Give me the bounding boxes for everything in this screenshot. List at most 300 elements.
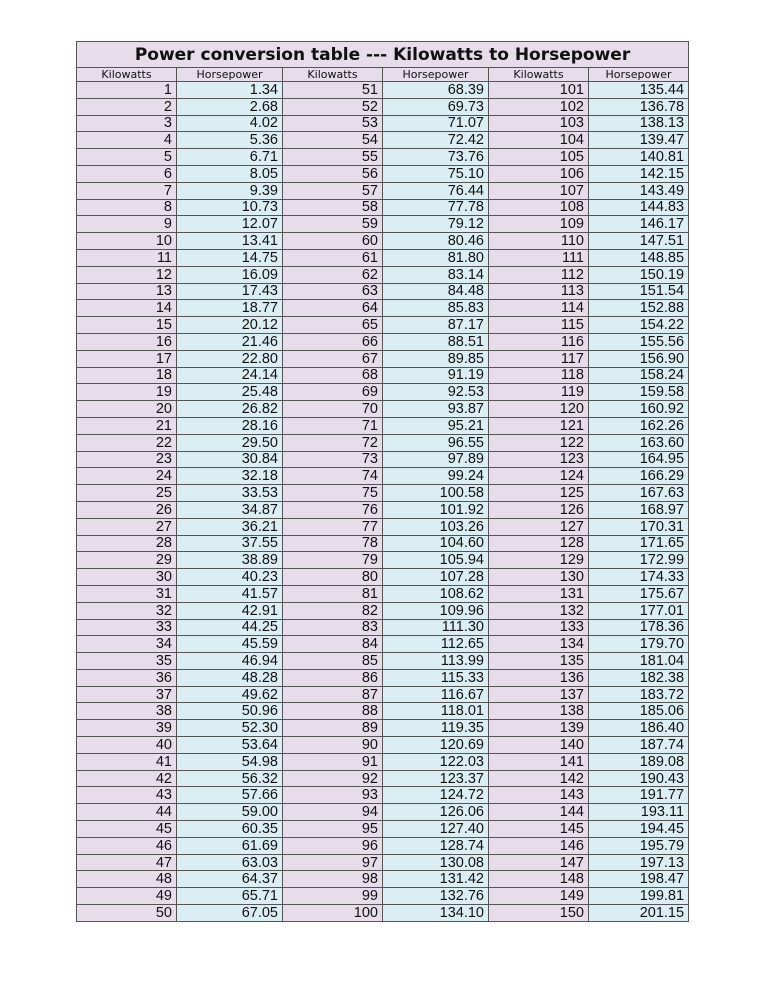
kilowatts-cell: 103	[489, 115, 589, 132]
table-row	[77, 686, 689, 703]
table-row	[77, 753, 689, 770]
horsepower-cell: 159.58	[589, 384, 689, 401]
kilowatts-cell: 62	[283, 266, 383, 283]
horsepower-cell: 105.94	[383, 552, 489, 569]
horsepower-cell: 103.26	[383, 518, 489, 535]
kilowatts-cell: 106	[489, 165, 589, 182]
table-title: Power conversion table --- Kilowatts to Horsepower	[77, 42, 689, 68]
kilowatts-cell: 69	[283, 384, 383, 401]
table-row	[77, 619, 689, 636]
kilowatts-cell: 30	[77, 569, 177, 586]
horsepower-cell: 135.44	[589, 82, 689, 99]
kilowatts-cell: 73	[283, 451, 383, 468]
horsepower-cell: 42.91	[177, 602, 283, 619]
kilowatts-cell: 144	[489, 804, 589, 821]
kilowatts-cell: 93	[283, 787, 383, 804]
kilowatts-cell: 3	[77, 115, 177, 132]
kilowatts-cell: 135	[489, 653, 589, 670]
kilowatts-cell: 123	[489, 451, 589, 468]
horsepower-cell: 88.51	[383, 333, 489, 350]
kilowatts-cell: 5	[77, 149, 177, 166]
horsepower-cell: 197.13	[589, 854, 689, 871]
kilowatts-cell: 81	[283, 585, 383, 602]
horsepower-cell: 107.28	[383, 569, 489, 586]
table-row	[77, 384, 689, 401]
kilowatts-cell: 34	[77, 636, 177, 653]
kilowatts-cell: 49	[77, 888, 177, 905]
kilowatts-cell: 68	[283, 367, 383, 384]
kilowatts-cell: 10	[77, 233, 177, 250]
kilowatts-cell: 15	[77, 317, 177, 334]
horsepower-cell: 186.40	[589, 720, 689, 737]
horsepower-cell: 97.89	[383, 451, 489, 468]
kilowatts-cell: 122	[489, 434, 589, 451]
horsepower-cell: 99.24	[383, 468, 489, 485]
kilowatts-cell: 119	[489, 384, 589, 401]
kilowatts-cell: 1	[77, 82, 177, 99]
table-row	[77, 653, 689, 670]
horsepower-cell: 142.15	[589, 165, 689, 182]
horsepower-cell: 144.83	[589, 199, 689, 216]
kilowatts-cell: 47	[77, 854, 177, 871]
horsepower-cell: 178.36	[589, 619, 689, 636]
kilowatts-cell: 54	[283, 132, 383, 149]
kilowatts-cell: 99	[283, 888, 383, 905]
kilowatts-cell: 27	[77, 518, 177, 535]
table-row	[77, 804, 689, 821]
kilowatts-cell: 70	[283, 401, 383, 418]
horsepower-cell: 93.87	[383, 401, 489, 418]
table-row	[77, 602, 689, 619]
horsepower-cell: 34.87	[177, 501, 283, 518]
horsepower-cell: 131.42	[383, 871, 489, 888]
horsepower-cell: 181.04	[589, 653, 689, 670]
kilowatts-cell: 116	[489, 333, 589, 350]
horsepower-cell: 119.35	[383, 720, 489, 737]
kilowatts-cell: 46	[77, 837, 177, 854]
horsepower-cell: 155.56	[589, 333, 689, 350]
table-row	[77, 737, 689, 754]
kilowatts-cell: 150	[489, 905, 589, 922]
kilowatts-cell: 88	[283, 703, 383, 720]
kilowatts-cell: 9	[77, 216, 177, 233]
horsepower-cell: 45.59	[177, 636, 283, 653]
kilowatts-cell: 96	[283, 837, 383, 854]
kilowatts-cell: 63	[283, 283, 383, 300]
horsepower-cell: 162.26	[589, 417, 689, 434]
kilowatts-cell: 127	[489, 518, 589, 535]
kilowatts-cell: 40	[77, 737, 177, 754]
kilowatts-cell: 61	[283, 249, 383, 266]
kilowatts-cell: 136	[489, 669, 589, 686]
kilowatts-cell: 77	[283, 518, 383, 535]
kilowatts-cell: 142	[489, 770, 589, 787]
column-header-horsepower: Horsepower	[589, 68, 689, 82]
kilowatts-cell: 143	[489, 787, 589, 804]
kilowatts-cell: 117	[489, 350, 589, 367]
horsepower-cell: 156.90	[589, 350, 689, 367]
horsepower-cell: 150.19	[589, 266, 689, 283]
kilowatts-cell: 129	[489, 552, 589, 569]
table-row	[77, 703, 689, 720]
horsepower-cell: 36.21	[177, 518, 283, 535]
kilowatts-cell: 97	[283, 854, 383, 871]
table-row	[77, 569, 689, 586]
horsepower-cell: 140.81	[589, 149, 689, 166]
kilowatts-cell: 57	[283, 182, 383, 199]
horsepower-cell: 126.06	[383, 804, 489, 821]
table-row	[77, 837, 689, 854]
table-row	[77, 854, 689, 871]
horsepower-cell: 113.99	[383, 653, 489, 670]
kilowatts-cell: 115	[489, 317, 589, 334]
horsepower-cell: 80.46	[383, 233, 489, 250]
horsepower-cell: 101.92	[383, 501, 489, 518]
horsepower-cell: 38.89	[177, 552, 283, 569]
kilowatts-cell: 89	[283, 720, 383, 737]
horsepower-cell: 26.82	[177, 401, 283, 418]
kilowatts-cell: 107	[489, 182, 589, 199]
horsepower-cell: 187.74	[589, 737, 689, 754]
horsepower-cell: 198.47	[589, 871, 689, 888]
horsepower-cell: 24.14	[177, 367, 283, 384]
kilowatts-cell: 92	[283, 770, 383, 787]
table-row	[77, 82, 689, 99]
horsepower-cell: 138.13	[589, 115, 689, 132]
kilowatts-cell: 60	[283, 233, 383, 250]
kilowatts-cell: 66	[283, 333, 383, 350]
kilowatts-cell: 83	[283, 619, 383, 636]
kilowatts-cell: 65	[283, 317, 383, 334]
horsepower-cell: 182.38	[589, 669, 689, 686]
horsepower-cell: 175.67	[589, 585, 689, 602]
horsepower-cell: 22.80	[177, 350, 283, 367]
kilowatts-cell: 86	[283, 669, 383, 686]
kilowatts-cell: 41	[77, 753, 177, 770]
horsepower-cell: 130.08	[383, 854, 489, 871]
table-row	[77, 468, 689, 485]
horsepower-cell: 116.67	[383, 686, 489, 703]
kilowatts-cell: 90	[283, 737, 383, 754]
kilowatts-cell: 133	[489, 619, 589, 636]
kilowatts-cell: 87	[283, 686, 383, 703]
horsepower-cell: 16.09	[177, 266, 283, 283]
kilowatts-cell: 38	[77, 703, 177, 720]
table-body	[77, 82, 689, 922]
horsepower-cell: 75.10	[383, 165, 489, 182]
kilowatts-cell: 100	[283, 905, 383, 922]
horsepower-cell: 146.17	[589, 216, 689, 233]
table-row	[77, 182, 689, 199]
horsepower-cell: 170.31	[589, 518, 689, 535]
horsepower-cell: 52.30	[177, 720, 283, 737]
conversion-table	[76, 41, 689, 922]
horsepower-cell: 37.55	[177, 535, 283, 552]
horsepower-cell: 185.06	[589, 703, 689, 720]
horsepower-cell: 83.14	[383, 266, 489, 283]
table-row	[77, 535, 689, 552]
kilowatts-cell: 131	[489, 585, 589, 602]
horsepower-cell: 190.43	[589, 770, 689, 787]
horsepower-cell: 120.69	[383, 737, 489, 754]
horsepower-cell: 91.19	[383, 367, 489, 384]
table-row	[77, 115, 689, 132]
horsepower-cell: 8.05	[177, 165, 283, 182]
horsepower-cell: 61.69	[177, 837, 283, 854]
kilowatts-cell: 91	[283, 753, 383, 770]
horsepower-cell: 132.76	[383, 888, 489, 905]
column-header-kilowatts: Kilowatts	[489, 68, 589, 82]
horsepower-cell: 167.63	[589, 485, 689, 502]
kilowatts-cell: 31	[77, 585, 177, 602]
table-row	[77, 720, 689, 737]
kilowatts-cell: 67	[283, 350, 383, 367]
kilowatts-cell: 84	[283, 636, 383, 653]
horsepower-cell: 57.66	[177, 787, 283, 804]
horsepower-cell: 104.60	[383, 535, 489, 552]
horsepower-cell: 123.37	[383, 770, 489, 787]
table-row	[77, 669, 689, 686]
horsepower-cell: 84.48	[383, 283, 489, 300]
horsepower-cell: 60.35	[177, 821, 283, 838]
horsepower-cell: 63.03	[177, 854, 283, 871]
horsepower-cell: 109.96	[383, 602, 489, 619]
kilowatts-cell: 55	[283, 149, 383, 166]
horsepower-cell: 174.33	[589, 569, 689, 586]
kilowatts-cell: 16	[77, 333, 177, 350]
horsepower-cell: 65.71	[177, 888, 283, 905]
table-row	[77, 249, 689, 266]
kilowatts-cell: 17	[77, 350, 177, 367]
horsepower-cell: 166.29	[589, 468, 689, 485]
horsepower-cell: 154.22	[589, 317, 689, 334]
kilowatts-cell: 7	[77, 182, 177, 199]
column-header-kilowatts: Kilowatts	[283, 68, 383, 82]
horsepower-cell: 68.39	[383, 82, 489, 99]
kilowatts-cell: 78	[283, 535, 383, 552]
horsepower-cell: 112.65	[383, 636, 489, 653]
horsepower-cell: 33.53	[177, 485, 283, 502]
kilowatts-cell: 147	[489, 854, 589, 871]
table-row	[77, 905, 689, 922]
horsepower-cell: 59.00	[177, 804, 283, 821]
kilowatts-cell: 125	[489, 485, 589, 502]
table-row	[77, 199, 689, 216]
column-header-kilowatts: Kilowatts	[77, 68, 177, 82]
kilowatts-cell: 110	[489, 233, 589, 250]
kilowatts-cell: 11	[77, 249, 177, 266]
kilowatts-cell: 20	[77, 401, 177, 418]
horsepower-cell: 96.55	[383, 434, 489, 451]
table-row	[77, 871, 689, 888]
kilowatts-cell: 18	[77, 367, 177, 384]
kilowatts-cell: 111	[489, 249, 589, 266]
kilowatts-cell: 19	[77, 384, 177, 401]
kilowatts-cell: 28	[77, 535, 177, 552]
kilowatts-cell: 138	[489, 703, 589, 720]
horsepower-cell: 69.73	[383, 98, 489, 115]
horsepower-cell: 5.36	[177, 132, 283, 149]
horsepower-cell: 64.37	[177, 871, 283, 888]
table-row	[77, 283, 689, 300]
table-row	[77, 233, 689, 250]
kilowatts-cell: 35	[77, 653, 177, 670]
kilowatts-cell: 113	[489, 283, 589, 300]
horsepower-cell: 160.92	[589, 401, 689, 418]
table-row	[77, 317, 689, 334]
kilowatts-cell: 145	[489, 821, 589, 838]
horsepower-cell: 6.71	[177, 149, 283, 166]
kilowatts-cell: 132	[489, 602, 589, 619]
kilowatts-cell: 50	[77, 905, 177, 922]
kilowatts-cell: 23	[77, 451, 177, 468]
table-row	[77, 434, 689, 451]
kilowatts-cell: 53	[283, 115, 383, 132]
kilowatts-cell: 79	[283, 552, 383, 569]
kilowatts-cell: 124	[489, 468, 589, 485]
horsepower-cell: 158.24	[589, 367, 689, 384]
kilowatts-cell: 2	[77, 98, 177, 115]
kilowatts-cell: 13	[77, 283, 177, 300]
horsepower-cell: 56.32	[177, 770, 283, 787]
kilowatts-cell: 85	[283, 653, 383, 670]
horsepower-cell: 143.49	[589, 182, 689, 199]
horsepower-cell: 20.12	[177, 317, 283, 334]
kilowatts-cell: 56	[283, 165, 383, 182]
kilowatts-cell: 8	[77, 199, 177, 216]
horsepower-cell: 41.57	[177, 585, 283, 602]
horsepower-cell: 14.75	[177, 249, 283, 266]
horsepower-cell: 18.77	[177, 300, 283, 317]
horsepower-cell: 9.39	[177, 182, 283, 199]
horsepower-cell: 163.60	[589, 434, 689, 451]
horsepower-cell: 77.78	[383, 199, 489, 216]
kilowatts-cell: 94	[283, 804, 383, 821]
table-row	[77, 132, 689, 149]
horsepower-cell: 171.65	[589, 535, 689, 552]
kilowatts-cell: 114	[489, 300, 589, 317]
table-row	[77, 98, 689, 115]
horsepower-cell: 92.53	[383, 384, 489, 401]
table-row	[77, 552, 689, 569]
kilowatts-cell: 59	[283, 216, 383, 233]
kilowatts-cell: 21	[77, 417, 177, 434]
table-row	[77, 367, 689, 384]
kilowatts-cell: 104	[489, 132, 589, 149]
horsepower-cell: 67.05	[177, 905, 283, 922]
kilowatts-cell: 108	[489, 199, 589, 216]
horsepower-cell: 111.30	[383, 619, 489, 636]
table-row	[77, 821, 689, 838]
kilowatts-cell: 140	[489, 737, 589, 754]
kilowatts-cell: 130	[489, 569, 589, 586]
horsepower-cell: 81.80	[383, 249, 489, 266]
horsepower-cell: 89.85	[383, 350, 489, 367]
kilowatts-cell: 74	[283, 468, 383, 485]
horsepower-cell: 1.34	[177, 82, 283, 99]
kilowatts-cell: 26	[77, 501, 177, 518]
kilowatts-cell: 52	[283, 98, 383, 115]
horsepower-cell: 183.72	[589, 686, 689, 703]
horsepower-cell: 139.47	[589, 132, 689, 149]
table-row	[77, 165, 689, 182]
horsepower-cell: 152.88	[589, 300, 689, 317]
horsepower-cell: 191.77	[589, 787, 689, 804]
horsepower-cell: 87.17	[383, 317, 489, 334]
kilowatts-cell: 109	[489, 216, 589, 233]
horsepower-cell: 172.99	[589, 552, 689, 569]
horsepower-cell: 122.03	[383, 753, 489, 770]
kilowatts-cell: 121	[489, 417, 589, 434]
horsepower-cell: 12.07	[177, 216, 283, 233]
horsepower-cell: 32.18	[177, 468, 283, 485]
column-header-horsepower: Horsepower	[383, 68, 489, 82]
kilowatts-cell: 14	[77, 300, 177, 317]
kilowatts-cell: 39	[77, 720, 177, 737]
table-row	[77, 636, 689, 653]
horsepower-cell: 49.62	[177, 686, 283, 703]
horsepower-cell: 79.12	[383, 216, 489, 233]
horsepower-cell: 134.10	[383, 905, 489, 922]
horsepower-cell: 148.85	[589, 249, 689, 266]
horsepower-cell: 54.98	[177, 753, 283, 770]
table-row	[77, 417, 689, 434]
horsepower-cell: 177.01	[589, 602, 689, 619]
kilowatts-cell: 82	[283, 602, 383, 619]
kilowatts-cell: 98	[283, 871, 383, 888]
horsepower-cell: 201.15	[589, 905, 689, 922]
horsepower-cell: 73.76	[383, 149, 489, 166]
table-row	[77, 350, 689, 367]
horsepower-cell: 151.54	[589, 283, 689, 300]
horsepower-cell: 40.23	[177, 569, 283, 586]
kilowatts-cell: 148	[489, 871, 589, 888]
kilowatts-cell: 76	[283, 501, 383, 518]
horsepower-cell: 100.58	[383, 485, 489, 502]
horsepower-cell: 17.43	[177, 283, 283, 300]
horsepower-cell: 124.72	[383, 787, 489, 804]
table-row	[77, 333, 689, 350]
horsepower-cell: 115.33	[383, 669, 489, 686]
kilowatts-cell: 95	[283, 821, 383, 838]
table-row	[77, 518, 689, 535]
horsepower-cell: 76.44	[383, 182, 489, 199]
kilowatts-cell: 44	[77, 804, 177, 821]
table-row	[77, 888, 689, 905]
horsepower-cell: 199.81	[589, 888, 689, 905]
kilowatts-cell: 72	[283, 434, 383, 451]
horsepower-cell: 28.16	[177, 417, 283, 434]
kilowatts-cell: 137	[489, 686, 589, 703]
horsepower-cell: 72.42	[383, 132, 489, 149]
horsepower-cell: 168.97	[589, 501, 689, 518]
horsepower-cell: 46.94	[177, 653, 283, 670]
kilowatts-cell: 141	[489, 753, 589, 770]
title-row	[77, 42, 689, 68]
kilowatts-cell: 139	[489, 720, 589, 737]
table-row	[77, 149, 689, 166]
table-row	[77, 501, 689, 518]
horsepower-cell: 128.74	[383, 837, 489, 854]
horsepower-cell: 4.02	[177, 115, 283, 132]
kilowatts-cell: 51	[283, 82, 383, 99]
kilowatts-cell: 112	[489, 266, 589, 283]
horsepower-cell: 44.25	[177, 619, 283, 636]
horsepower-cell: 118.01	[383, 703, 489, 720]
kilowatts-cell: 71	[283, 417, 383, 434]
kilowatts-cell: 134	[489, 636, 589, 653]
horsepower-cell: 13.41	[177, 233, 283, 250]
